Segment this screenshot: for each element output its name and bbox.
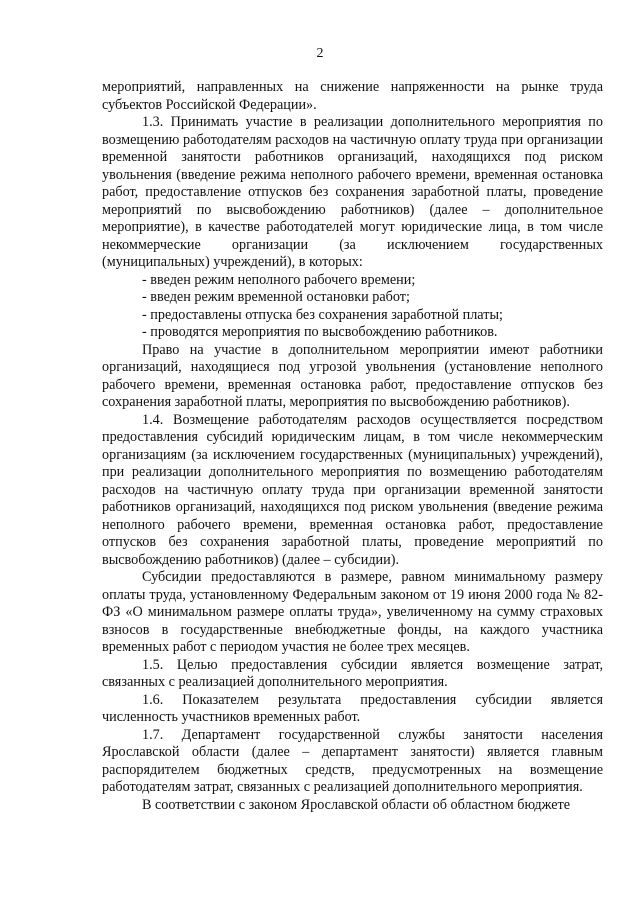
paragraph-participation-right: Право на участие в дополнительном мероприятии имеют работники организаций, находящиеся под угрозой увольнения (установление неполного рабочего времени, временная остановка работ, предоставление отпусков без сохранения заработной платы, мероприятия по высвобождению работников). bbox=[102, 341, 603, 410]
list-item: - предоставлены отпуска без сохранения заработной платы; bbox=[142, 306, 503, 323]
paragraph-last: В соответствии с законом Ярославской области об областном бюджете bbox=[142, 796, 570, 813]
list-item: - введен режим временной остановки работ; bbox=[142, 289, 410, 305]
paragraph-1-7: 1.7. Департамент государственной службы занятости населения Ярославской области (далее – департамент занятости) является главным распорядителем бюджетных средств, предусмотренных на возмещение работодателям затрат, связанных с реализацией дополнительного мероприятия. bbox=[102, 726, 603, 795]
paragraph-1-3: 1.3. Принимать участие в реализации дополнительного мероприятия по возмещению работодателям расходов на частичную оплату труда при организации временной занятости работников организаций, находящихся под риском увольнения (введение режима неполного рабочего времени, временная остановка работ, предоставление отпусков без сохранения заработной платы, проведение мероприятий по высвобождению работников) (далее – дополнительное мероприятие), в качестве работодателей могут юридические лица, в том числе некоммерческие организации (за исключением государственных (муниципальных) учреждений), в которых: bbox=[102, 114, 603, 270]
paragraph-subsidies: Субсидии предоставляются в размере, равном минимальному размеру оплаты труда, установленному Федеральным законом от 19 июня 2000 года № 82-ФЗ «О минимальном размере оплаты труда», увеличенному на сумму страховых взносов в государственные внебюджетные фонды, на каждого участника временных работ с периодом участия не более трех месяцев. bbox=[102, 569, 603, 655]
paragraph-1-5: 1.5. Целью предоставления субсидии является возмещение затрат, связанных с реализацией дополнительного мероприятия. bbox=[102, 656, 603, 690]
paragraph-1-4: 1.4. Возмещение работодателям расходов осуществляется посредством предоставления субсидий юридическим лицам, в том числе некоммерческим организациям (за исключением государственных (муниципальных) учреждений), при реализации дополнительного мероприятия по возмещению работодателям расходов на частичную оплату труда при организации временной занятости работников организаций, находящихся под риском увольнения (введение режима неполного рабочего времени, временная остановка работ, предоставление отпусков без сохранения заработной платы, проведение мероприятий по высвобождению работников) (далее – субсидии). bbox=[102, 411, 603, 568]
paragraph-continuation: мероприятий, направленных на снижение напряженности на рынке труда субъектов Российской Федерации». bbox=[102, 79, 603, 113]
page-number: 2 bbox=[316, 46, 324, 61]
list-item: - введен режим неполного рабочего времени; bbox=[142, 271, 416, 288]
document-body bbox=[102, 79, 603, 814]
list-item: - проводятся мероприятия по высвобождению работников. bbox=[142, 324, 498, 340]
paragraph-1-6: 1.6. Показателем результата предоставления субсидии является численность участников временных работ. bbox=[102, 691, 603, 725]
bullet-list bbox=[102, 272, 603, 342]
